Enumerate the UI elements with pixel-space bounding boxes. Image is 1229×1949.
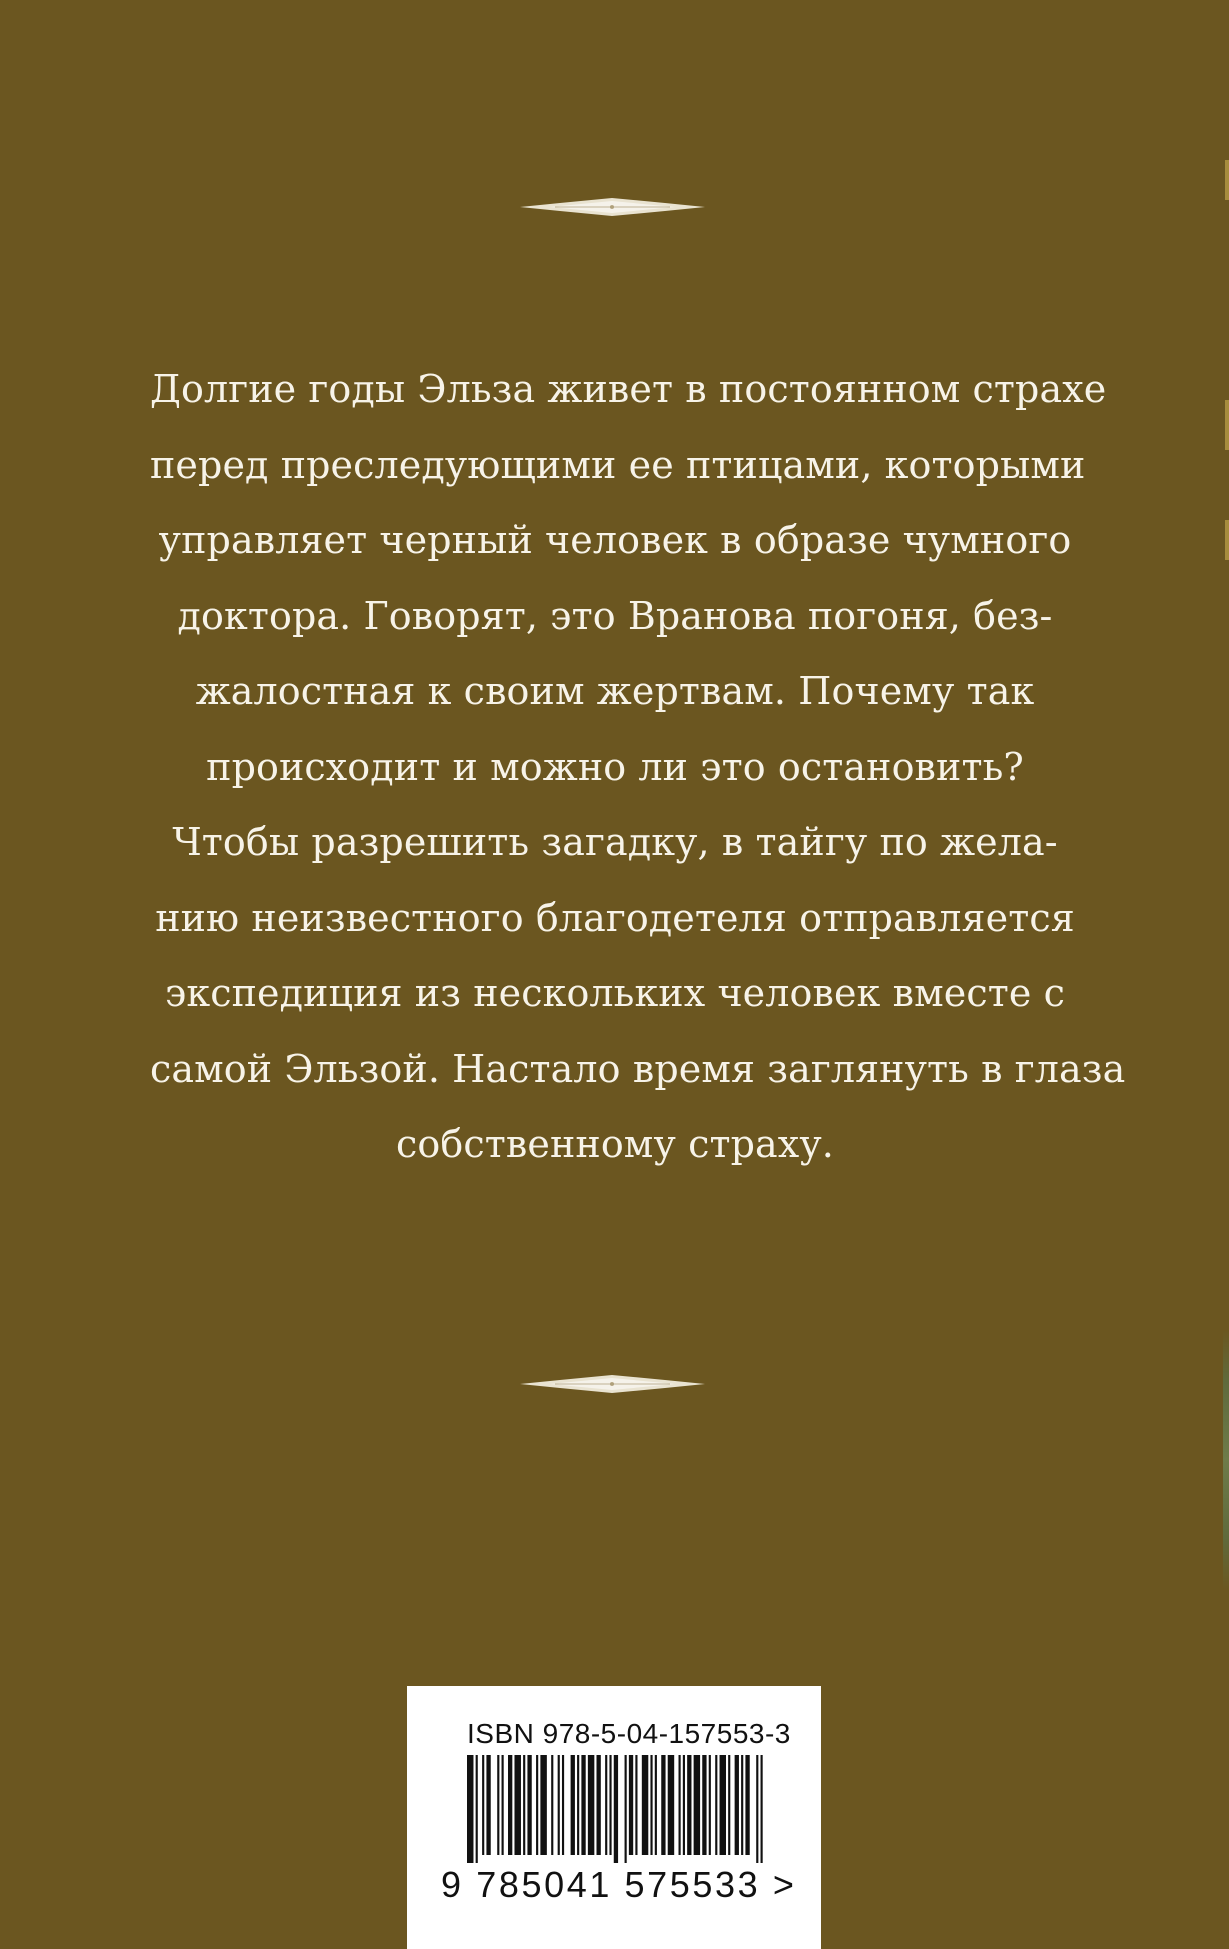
barcode-bar	[614, 1755, 618, 1863]
barcode-bar	[486, 1755, 490, 1855]
barcode-bar	[605, 1755, 607, 1855]
barcode-bar	[502, 1755, 504, 1855]
barcode-bar	[508, 1755, 512, 1855]
barcode-bar	[650, 1755, 652, 1855]
barcode-bar	[709, 1755, 711, 1855]
barcode-bar	[596, 1755, 600, 1855]
barcode-bar	[625, 1755, 627, 1863]
blurb-line: Долгие годы Эльза живет в постоянном страхе	[150, 367, 1107, 411]
barcode-bar	[655, 1755, 657, 1855]
barcode-bar	[679, 1755, 681, 1855]
barcode-bar	[551, 1755, 553, 1855]
edge-decoration	[1225, 160, 1229, 200]
blurb-line: нию неизвестного благодетеля отправляется	[155, 895, 1075, 940]
barcode-bar	[745, 1755, 749, 1855]
barcode-bar	[527, 1755, 531, 1855]
barcode-bar	[577, 1755, 579, 1855]
barcode-bar	[588, 1755, 594, 1855]
barcode-bar	[497, 1755, 499, 1855]
barcode-bar	[702, 1755, 706, 1855]
ornament-divider-bottom	[520, 1372, 705, 1396]
barcode-bar	[735, 1755, 739, 1855]
barcode-bar	[683, 1755, 685, 1855]
barcode-bar	[523, 1755, 525, 1855]
barcode-bar	[728, 1755, 730, 1855]
isbn-label: ISBN 978-5-04-157553-3	[467, 1718, 791, 1749]
barcode-bar	[715, 1755, 717, 1855]
barcode-bar	[635, 1755, 637, 1855]
barcode-bar	[629, 1755, 633, 1855]
blurb-line: собственному страху.	[396, 1122, 834, 1166]
blurb-line: управляет черный человек в образе чумного	[158, 518, 1072, 562]
blurb-line: экспедиция из нескольких человек вместе с	[165, 971, 1065, 1015]
blurb-text	[150, 352, 1126, 1183]
barcode-bars	[467, 1755, 767, 1863]
barcode-bar	[756, 1755, 758, 1863]
barcode-bar	[609, 1755, 611, 1855]
barcode-bar	[558, 1755, 560, 1855]
blurb-line: доктора. Говорят, это Вранова погоня, без-	[177, 593, 1053, 638]
barcode-bar	[571, 1755, 575, 1855]
blurb-line: перед преследующими ее птицами, которыми	[150, 442, 1086, 487]
blurb-line: самой Эльзой. Настало время заглянуть в глаза	[150, 1046, 1126, 1091]
barcode-bar	[761, 1755, 763, 1863]
barcode-bar	[562, 1755, 564, 1855]
barcode-bar	[540, 1755, 546, 1855]
barcode-bar	[482, 1755, 484, 1855]
barcode-panel	[407, 1686, 821, 1949]
barcode-bar	[476, 1755, 478, 1863]
blurb-line: жалостная к своим жертвам. Почему так	[195, 669, 1035, 713]
blurb-line: Чтобы разрешить загадку, в тайгу по жела-	[172, 820, 1058, 864]
edge-decoration	[1225, 400, 1229, 450]
barcode-bar	[467, 1755, 473, 1863]
ornament-divider-top	[520, 195, 705, 219]
blurb-line: происходит и можно ли это остановить?	[206, 744, 1024, 789]
barcode-digits: 9 785041 575533 >	[441, 1864, 797, 1905]
barcode-bar	[687, 1755, 691, 1855]
barcode-bar	[720, 1755, 726, 1855]
barcode-bar	[694, 1755, 700, 1855]
barcode-bar	[741, 1755, 743, 1855]
barcode-bar	[581, 1755, 585, 1855]
edge-decoration	[1225, 520, 1229, 560]
barcode-bar	[514, 1755, 520, 1855]
barcode-bar	[661, 1755, 665, 1855]
barcode-bar	[642, 1755, 648, 1855]
edge-decoration	[1223, 1330, 1229, 1590]
barcode-bar	[536, 1755, 538, 1855]
barcode-bar	[668, 1755, 674, 1855]
